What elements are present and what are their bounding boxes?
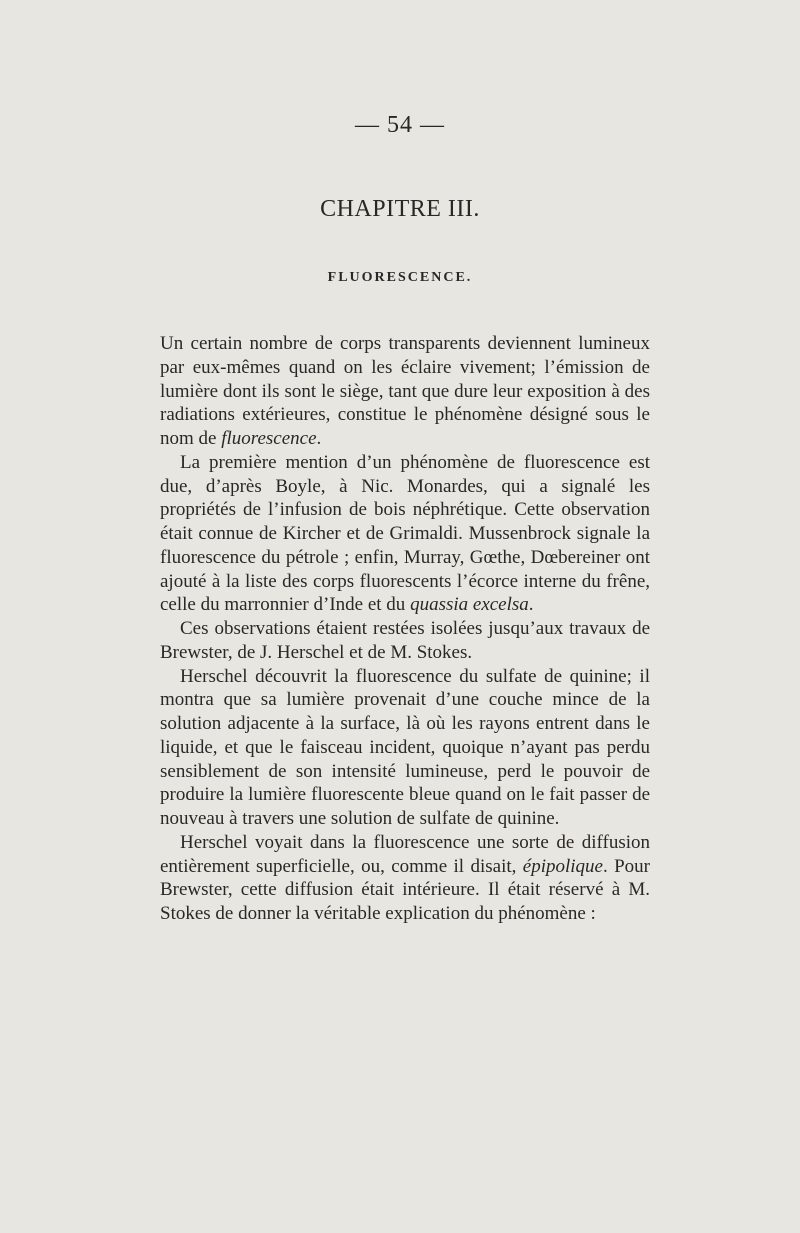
paragraph-4 — [160, 665, 650, 831]
paragraph-4-text: Herschel découvrit la fluorescence du sulfate de quinine; il montra que sa lumière provenait d’une couche mince de la solution adjacente à la surface, là où les rayons entrent dans le liquide, et que le faisceau incident, quoique n’ayant pas perdu sensiblement de son intensité lumineuse, perd le pouvoir de produire la lumière fluorescente bleue quand on le fait passer de nouveau à travers une solution de sulfate de quinine. — [160, 665, 650, 829]
paragraph-3-text: Ces observations étaient restées isolées jusqu’aux travaux de Brewster, de J. Herschel et de M. Stokes. — [160, 618, 650, 663]
paragraph-2 — [160, 451, 650, 617]
page-number: — 54 — — [355, 112, 445, 138]
section-title: FLUORESCENCE. — [327, 270, 473, 285]
body-text — [160, 332, 650, 926]
paragraph-3 — [160, 617, 650, 665]
paragraph-2-italic-term: quassia excelsa — [410, 594, 529, 616]
paragraph-1-text-2: . — [316, 428, 322, 449]
paragraph-5 — [160, 831, 650, 926]
paragraph-1-italic-term: fluorescence — [221, 428, 317, 449]
paragraph-5-text-2: . Pour Brewster, cette diffusion était intérieure. Il était réservé à M. Stokes de donner la véritable explication du phénomène : — [160, 855, 650, 924]
paragraph-1-text-1: Un certain nombre de corps transparents deviennent lumineux par eux-mêmes quand on les éclaire vivement; l’émission de lumière dont ils sont le siège, tant que dure leur exposition à des radiations extérieures, constitue le phénomène désigné sous le nom de — [160, 333, 650, 449]
paragraph-2-text-1: La première mention d’un phénomène de fluorescence est due, d’après Boyle, à Nic. Monardes, qui a signalé les propriétés de l’infusion de bois néphrétique. Cette observation était connue de Kircher et de Grimaldi. Mussenbrock signale la fluorescence du pétrole ; enfin, Murray, Gœthe, Dœbereiner ont ajouté à la liste des corps fluorescents l’écorce interne du frêne, celle du marronnier d’Inde et du — [160, 451, 650, 616]
paragraph-5-text-1: Herschel voyait dans la fluorescence une sorte de diffusion entièrement superficielle, ou, comme il disait, — [160, 831, 650, 877]
paragraph-1 — [160, 332, 650, 451]
paragraph-5-italic-term: épipolique — [522, 855, 603, 877]
chapter-title: CHAPITRE III. — [320, 196, 480, 222]
paragraph-2-text-2: . — [528, 594, 534, 616]
